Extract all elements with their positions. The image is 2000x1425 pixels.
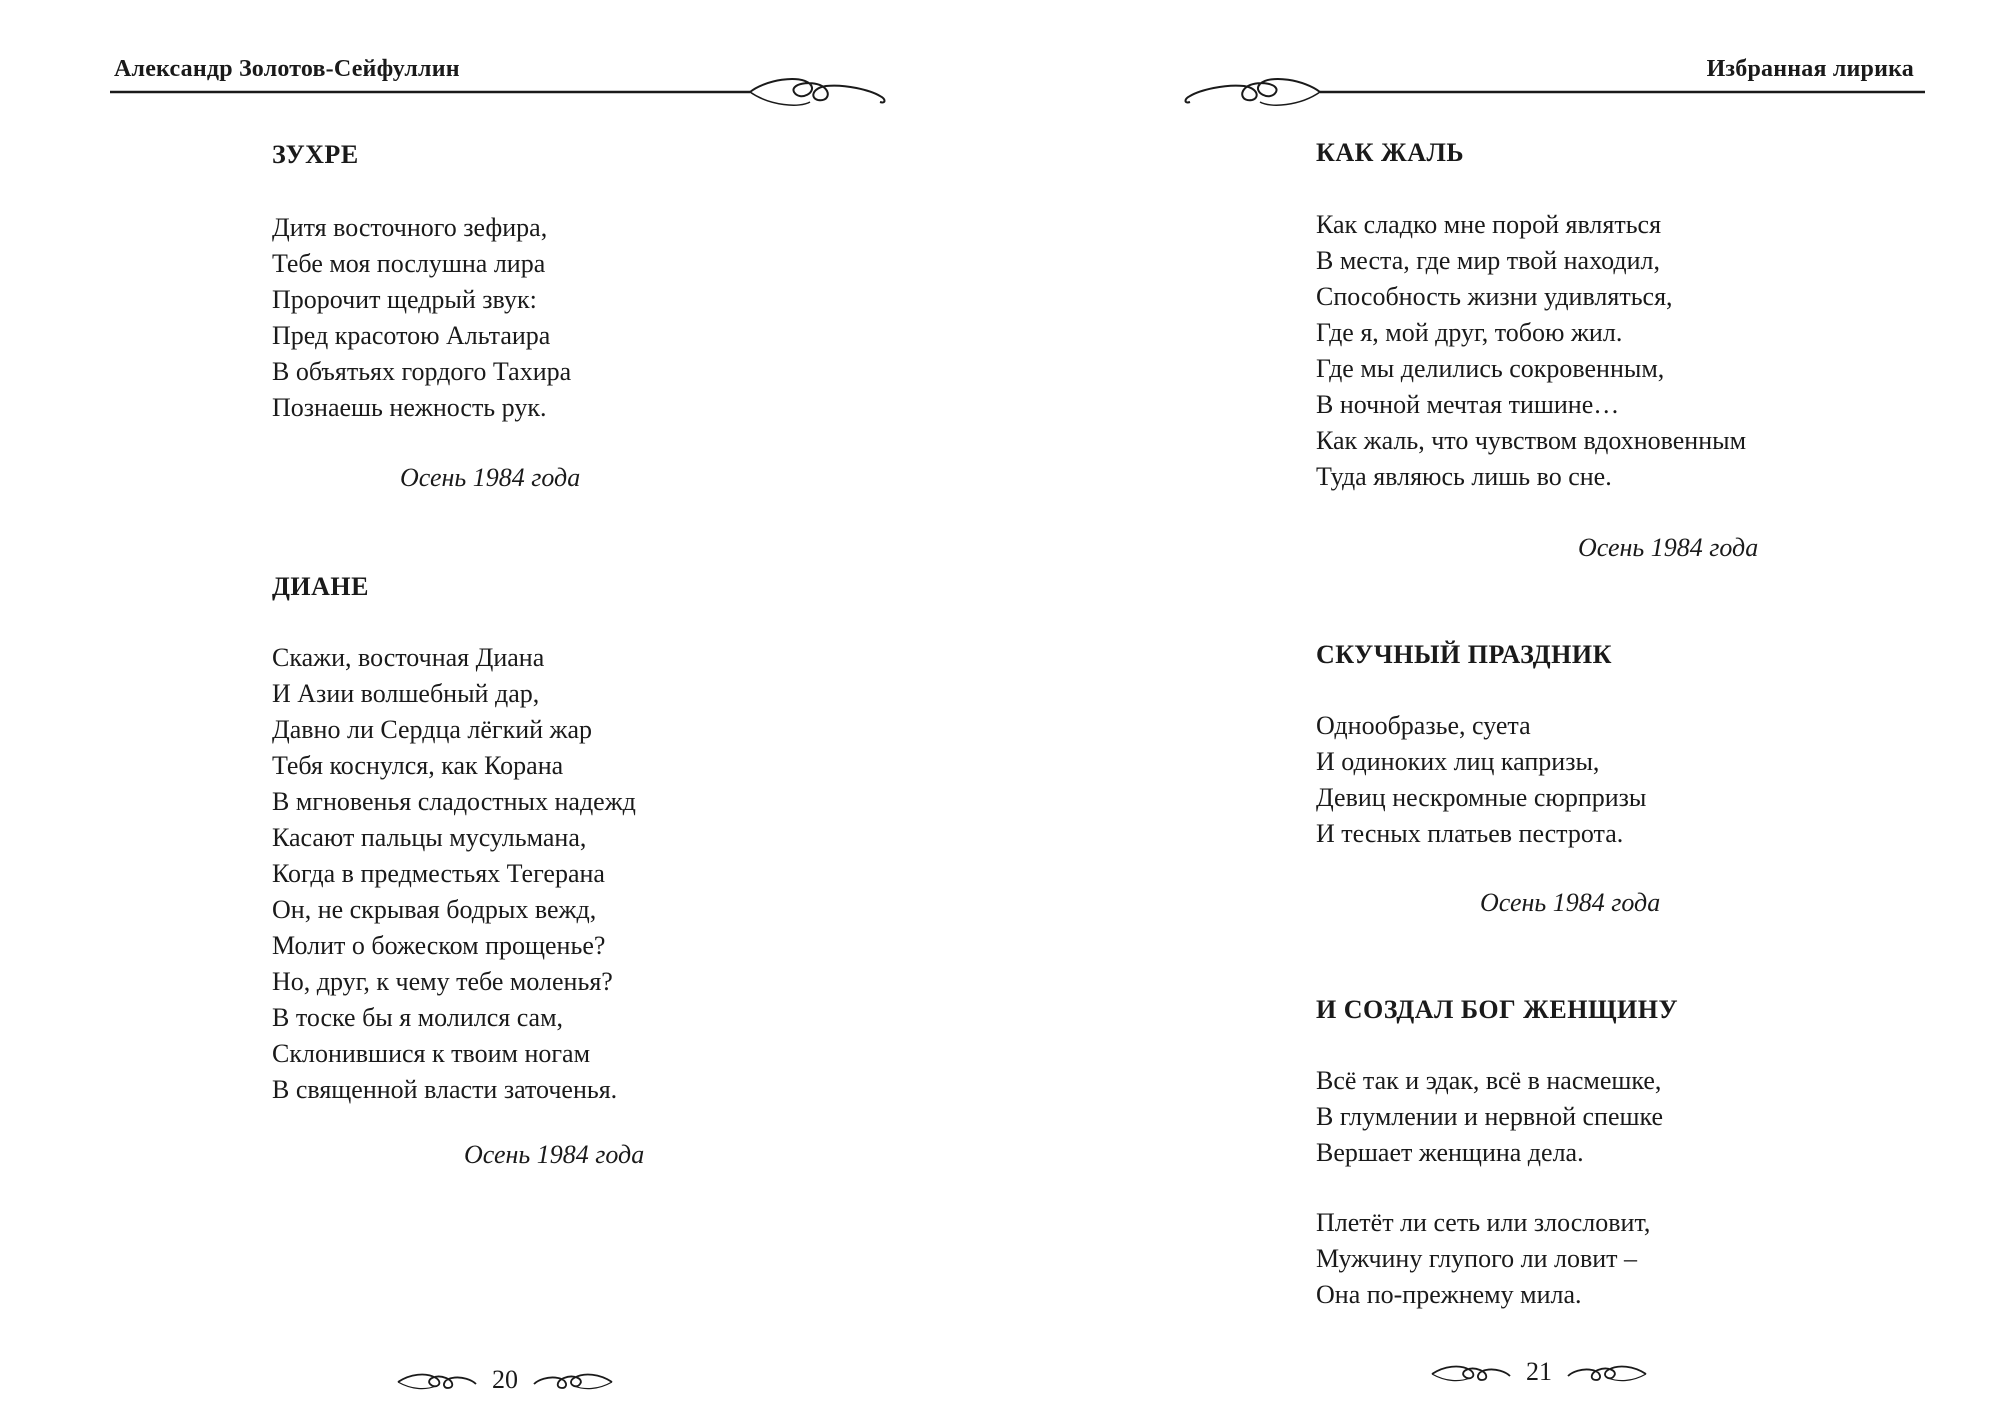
page-number: 20 [492,1365,518,1394]
poem-line: Дитя восточного зефира, [272,213,548,242]
folio-ornament-right [1566,1358,1648,1386]
poem-title: КАК ЖАЛЬ [1316,138,1465,167]
poem-title: ЗУХРЕ [272,140,359,169]
poem-line: Однообразье, суета [1316,711,1531,740]
folio-ornament-left [396,1366,478,1394]
poem-line: Тебя коснулся, как Корана [272,751,564,780]
poem-line: В ночной мечтая тишине… [1316,390,1620,419]
poem-line: Тебе моя послушна лира [272,249,546,278]
poem-line: В священной власти заточенья. [272,1075,618,1104]
page-number: 21 [1526,1357,1552,1386]
poem-line: И тесных платьев пестрота. [1316,819,1624,848]
poem-line: В тоске бы я молился сам, [272,1003,564,1032]
poem-body [1316,708,1646,852]
poem-body [272,640,636,1108]
poem-line: Познаешь нежность рук. [272,393,547,422]
poem-body [272,210,571,426]
poem-line: Касают пальцы мусульмана, [272,823,587,852]
stanza-break [1316,1171,1663,1205]
poem-line: И одиноких лиц капризы, [1316,747,1600,776]
header-flourish-rule [1180,72,1960,112]
poem-title: ДИАНЕ [272,572,369,601]
poem-line: Пред красотою Альтаира [272,321,551,350]
folio-ornament-left [1430,1358,1512,1386]
poem-line: Где я, мой друг, тобою жил. [1316,318,1623,347]
poem-body [1316,1063,1663,1313]
poem-line: И Азии волшебный дар, [272,679,540,708]
poem-line: Туда являюсь лишь во сне. [1316,462,1612,491]
poem-date: Осень 1984 года [1578,533,1759,562]
poem-line: Когда в предместьях Тегерана [272,859,605,888]
poem-line: Молит о божеском прощенье? [272,931,606,960]
right-page [1000,0,2000,1425]
poem-date: Осень 1984 года [400,463,581,492]
poem-line: Мужчину глупого ли ловит – [1316,1244,1638,1273]
poem-title: И СОЗДАЛ БОГ ЖЕНЩИНУ [1316,995,1679,1024]
poem-line: Где мы делились сокровенным, [1316,354,1665,383]
running-head-author: Александр Золотов-Сейфуллин [114,56,460,82]
poem-line: Пророчит щедрый звук: [272,285,537,314]
poem-line: Вершает женщина дела. [1316,1138,1584,1167]
running-head-title: Избранная лирика [1706,56,1914,82]
poem-line: В мгновенья сладостных надежд [272,787,636,816]
poem-line: Но, друг, к чему тебе моленья? [272,967,613,996]
poem-line: Он, не скрывая бодрых вежд, [272,895,597,924]
poem-line: Способность жизни удивляться, [1316,282,1673,311]
poem-date: Осень 1984 года [1480,888,1661,917]
poem-line: Плетёт ли сеть или злословит, [1316,1208,1651,1237]
poem-line: Как жаль, что чувством вдохновенным [1316,426,1747,455]
page-number-footer [396,1360,614,1400]
folio-ornament-right [532,1366,614,1394]
poem-line: Девиц нескромные сюрпризы [1316,783,1647,812]
poem-line: В глумлении и нервной спешке [1316,1102,1664,1131]
poem-line: Как сладко мне порой являться [1316,210,1662,239]
header-flourish-rule [110,72,890,112]
page-number-footer [1430,1352,1648,1392]
poem-date: Осень 1984 года [464,1140,645,1169]
poem-line: Скажи, восточная Диана [272,643,545,672]
poem-line: Давно ли Сердца лёгкий жар [272,715,593,744]
poem-title: СКУЧНЫЙ ПРАЗДНИК [1316,640,1612,669]
poem-line: В места, где мир твой находил, [1316,246,1660,275]
poem-line: В объятьях гордого Тахира [272,357,572,386]
poem-body [1316,207,1746,495]
poem-line: Всё так и эдак, всё в насмешке, [1316,1066,1662,1095]
poem-line: Склонившися к твоим ногам [272,1039,591,1068]
poem-line: Она по-прежнему мила. [1316,1280,1582,1309]
